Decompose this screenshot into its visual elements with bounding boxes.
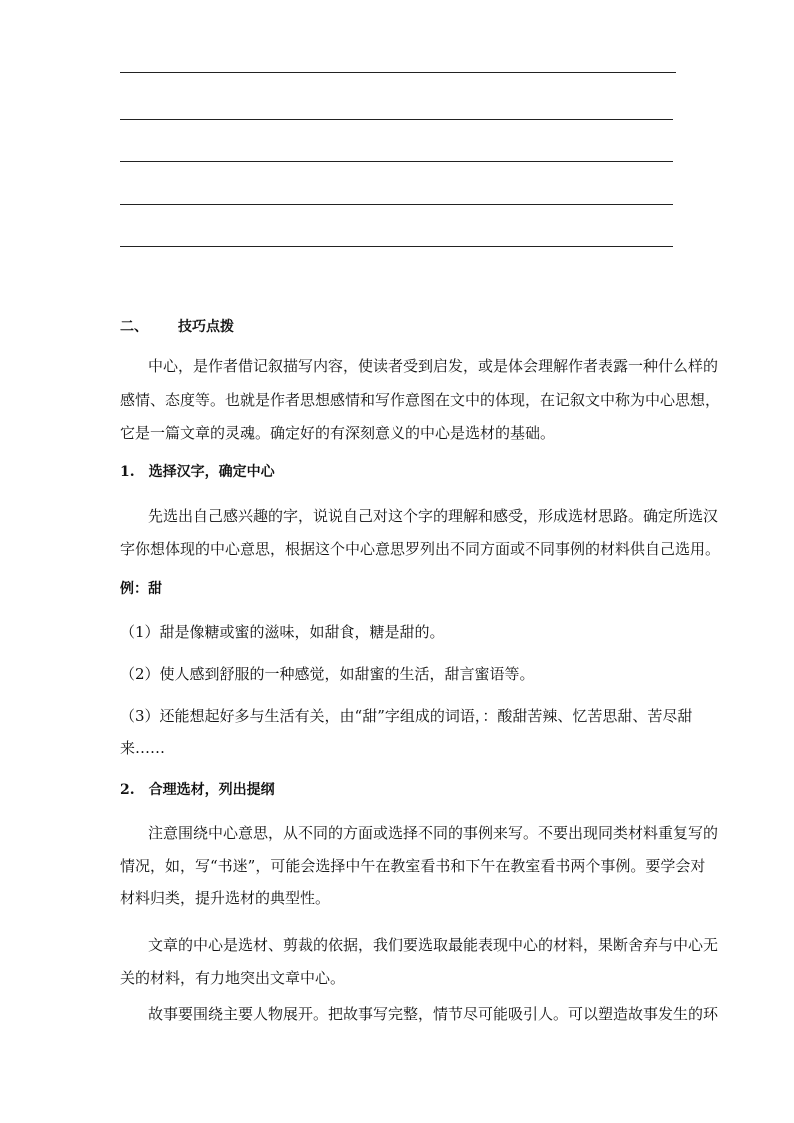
answer-line [120, 161, 673, 162]
text-line: 故事要围绕主要人物展开。把故事写完整，情节尽可能吸引人。可以塑造故事发生的环 [148, 1005, 719, 1023]
list-item: （1）甜是像糖或蜜的滋味，如甜食，糖是甜的。 [120, 623, 445, 641]
answer-line [120, 246, 673, 247]
text-line: 先选出自己感兴趣的字，说说自己对这个字的理解和感受，形成选材思路。确定所选汉 [148, 507, 719, 525]
answer-line [120, 204, 673, 205]
text-line: 文章的中心是选材、剪裁的依据，我们要选取最能表现中心的材料，果断舍弃与中心无 [148, 936, 719, 954]
text-line: 字你想体现的中心意思，根据这个中心意思罗列出不同方面或不同事例的材料供自己选用。 [120, 540, 721, 558]
section-title: 技巧点拨 [178, 319, 234, 335]
list-item: （2）使人感到舒服的一种感觉，如甜蜜的生活，甜言蜜语等。 [120, 665, 535, 683]
answer-line [120, 119, 673, 120]
text-line: 它是一篇文章的灵魂。确定好的有深刻意义的中心是选材的基础。 [120, 424, 556, 442]
text-line: 材料归类，提升选材的典型性。 [120, 889, 331, 907]
section-number: 二、 [120, 319, 148, 335]
text-line: 关的材料，有力地突出文章中心。 [120, 969, 346, 987]
example-label: 例：甜 [120, 581, 162, 597]
text-line: 注意围绕中心意思，从不同的方面或选择不同的事例来写。不要出现同类材料重复写的 [148, 824, 719, 842]
text-line: 感情、态度等。也就是作者思想感情和写作意图在文中的体现，在记叙文中称为中心思想， [120, 391, 721, 409]
text-line: 情况，如，写“书迷”，可能会选择中午在教室看书和下午在教室看书两个事例。要学会对 [120, 857, 706, 875]
list-item: （3）还能想起好多与生活有关，由“甜”字组成的词语，：酸甜苦辣、忆苦思甜、苦尽甜 [120, 707, 693, 725]
list-item: 来…… [120, 739, 166, 757]
answer-line [120, 72, 676, 73]
subheading-1: 1. 选择汉字，确定中心 [120, 464, 275, 480]
text-line: 中心，是作者借记叙描写内容，使读者受到启发，或是体会理解作者表露一种什么样的 [148, 357, 719, 375]
subheading-2: 2. 合理选材，列出提纲 [120, 782, 275, 798]
